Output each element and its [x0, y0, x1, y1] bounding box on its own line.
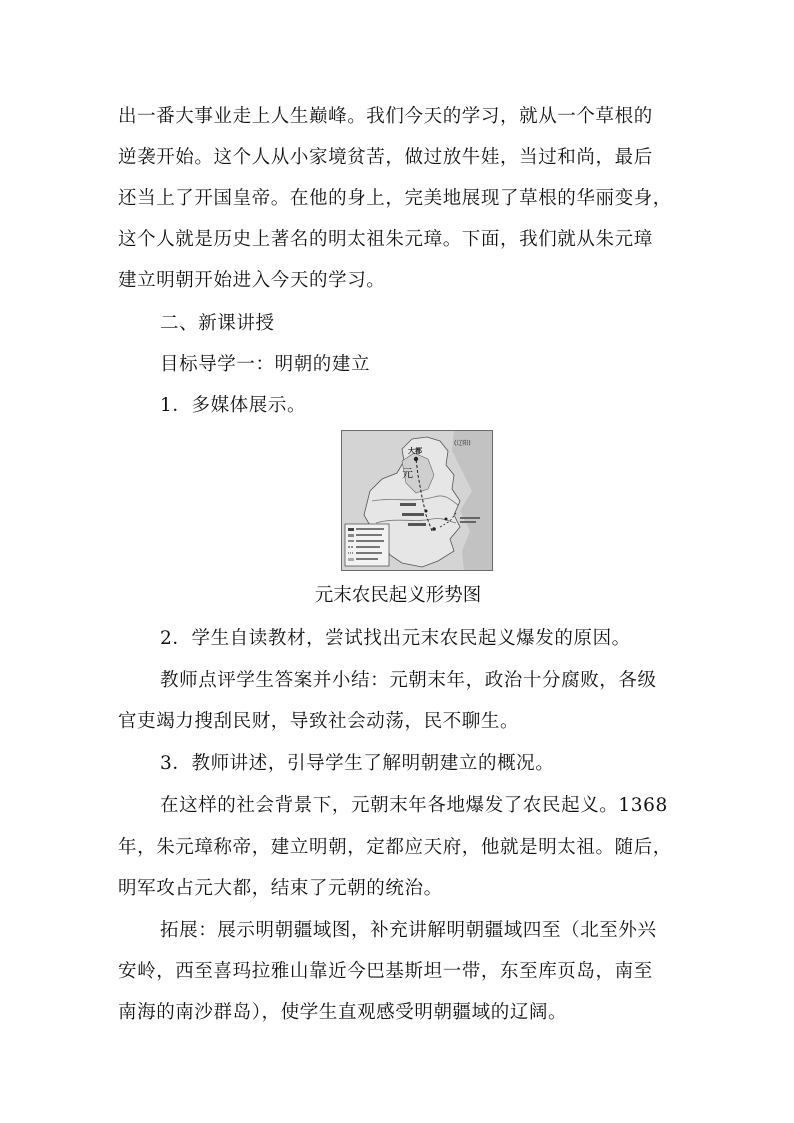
step-2: 2．学生自读教材，尝试找出元末农民起义爆发的原因。 — [160, 628, 631, 649]
paragraph-line: 安岭，西至喜玛拉雅山靠近今巴基斯坦一带，东至库页岛，南至 — [118, 961, 653, 982]
paragraph-line: 还当上了开国皇帝。在他的身上，完美地展现了草根的华丽变身， — [118, 188, 672, 209]
step-1: 1．多媒体展示。 — [160, 395, 307, 416]
paragraph-line: 教师点评学生答案并小结：元朝末年，政治十分腐败，各级 — [160, 670, 657, 691]
paragraph-line: 南海的南沙群岛），使学生直观感受明朝疆域的辽阔。 — [118, 1002, 568, 1023]
step-3: 3．教师讲述，引导学生了解明朝建立的概况。 — [160, 753, 555, 774]
paragraph-line: 这个人就是历史上著名的明太祖朱元璋。下面，我们就从朱元璋 — [118, 229, 653, 250]
goal-heading: 目标导学一：明朝的建立 — [160, 354, 371, 375]
figure-caption: 元末农民起义形势图 — [314, 585, 482, 606]
paragraph-line: 在这样的社会背景下，元朝末年各地爆发了农民起义。1368 — [160, 795, 668, 816]
paragraph-line: 年，朱元璋称帝，建立明朝，定都应天府，他就是明太祖。随后， — [118, 837, 672, 858]
paragraph-line: 明军攻占元大都，结束了元朝的统治。 — [118, 878, 443, 899]
section-heading: 二、新课讲授 — [160, 313, 275, 334]
yuan-rebellion-map — [341, 430, 493, 571]
map-label-liaoyang: (辽阳) — [454, 440, 471, 447]
paragraph-line: 逆袭开始。这个人从小家境贫苦，做过放牛娃，当过和尚，最后 — [118, 147, 653, 168]
paragraph-line: 出一番大事业走上人生巅峰。我们今天的学习，就从一个草根的 — [118, 106, 653, 127]
map-label-yuan: 元 — [402, 467, 413, 480]
paragraph-line: 拓展：展示明朝疆域图，补充讲解明朝疆域四至（北至外兴 — [160, 920, 657, 941]
paragraph-line: 建立明朝开始进入今天的学习。 — [118, 270, 386, 291]
paragraph-line: 官吏竭力搜刮民财，导致社会动荡，民不聊生。 — [118, 711, 520, 732]
map-label-dadu: 大都 — [408, 447, 422, 455]
